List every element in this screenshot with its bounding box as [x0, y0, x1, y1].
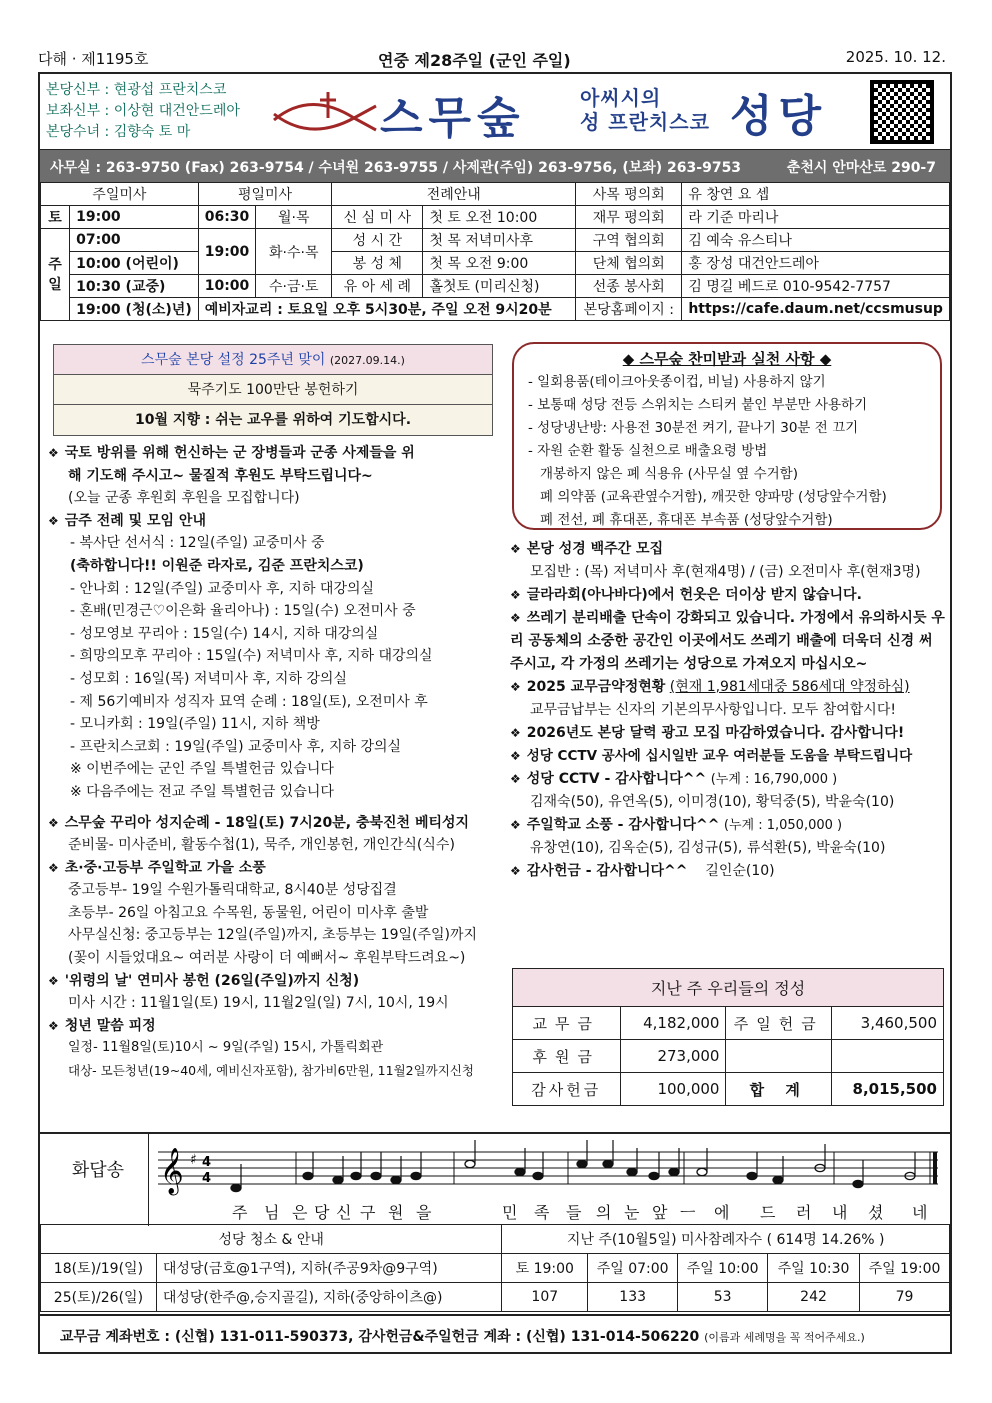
anniversary-title-row	[54, 345, 492, 375]
offering-label	[726, 1040, 832, 1073]
lyric-syllable: 은	[292, 1203, 308, 1222]
cleaning-attendance-table	[40, 1224, 950, 1312]
laudato-si-item: - 성당냉난방: 사용전 30분전 켜기, 끝나기 30분 전 끄기	[528, 420, 859, 436]
note-head	[669, 1168, 679, 1175]
laudato-si-box	[512, 342, 942, 530]
bible-study-detail: 모집반 : (목) 저녁미사 후(현재4명) / (금) 오전미사 후(현재3명)	[530, 564, 921, 580]
note-head	[465, 1160, 475, 1167]
offering-total-label: 합 계	[726, 1073, 832, 1106]
note-head	[747, 1172, 757, 1179]
thanks-line	[510, 860, 950, 883]
account-numbers: 교무금 계좌번호 : (신협) 131-011-590373, 감사헌금&주일헌금 계좌 : (신협) 131-014-506220	[60, 1329, 700, 1345]
events-title: ❖ 금주 전례 및 모임 안내	[48, 510, 498, 533]
offering-label: 교무금	[513, 1007, 621, 1040]
offering-value: 273,000	[620, 1040, 726, 1073]
event-item: - 희망의모후 꾸리아 : 15일(수) 저녁미사 후, 지하 대강의실	[70, 648, 433, 665]
thanks-donor: 길인순(10)	[705, 863, 775, 879]
offering-value: 100,000	[620, 1073, 726, 1106]
picnic-title: 주일학교 소풍 - 감사합니다^^	[526, 817, 720, 833]
note-head	[577, 1160, 587, 1167]
clergy-assistant: 보좌신부 : 이상현 대건안드레아	[46, 103, 240, 119]
cleaning-task: 대성당(한주@,승지골길), 지하(중앙하이츠@)	[156, 1283, 501, 1312]
lyric-syllable: 내	[832, 1203, 848, 1222]
attendance-mass: 주일 19:00	[860, 1254, 950, 1283]
liturgy-when: 첫 토 오전 10:00	[423, 206, 576, 229]
lyric-syllable: 민	[502, 1203, 518, 1222]
liturgy-name: 성 시 간	[332, 229, 423, 252]
psalm-score	[158, 1138, 948, 1200]
account-footer	[40, 1314, 950, 1354]
council-name: 선종 봉사회	[576, 275, 682, 298]
anniversary-title: 스무숲 본당 설정 25주년 맞이	[141, 352, 326, 368]
sunday-time: 07:00	[70, 229, 199, 252]
fish-cross-logo-icon	[270, 84, 390, 144]
left-notices	[48, 442, 498, 1083]
cctv-work-notice: ❖ 성당 CCTV 공사에 십시일반 교우 여러분들 도움을 부탁드립니다	[510, 745, 950, 768]
attendance-title: 지난 주(10월5일) 미사참례자수 ( 614명 14.26% )	[502, 1225, 950, 1254]
lyric-syllable: 족	[534, 1203, 550, 1222]
catechism-info: 예비자교리 : 토요일 오후 5시30분, 주일 오전 9시20분	[198, 298, 576, 321]
lyric-syllable: 들	[566, 1203, 582, 1222]
school-picnic-item: 중고등부- 19일 수원가톨릭대학교, 8시40분 성당집결	[68, 882, 397, 899]
laudato-si-item: 개봉하지 않은 폐 식용유 (사무실 옆 수거함)	[540, 466, 798, 482]
council-person: 김 예숙 유스티나	[682, 229, 950, 252]
note-head	[773, 1176, 783, 1183]
lyric-syllable: 구	[360, 1203, 376, 1222]
anniversary-box	[53, 344, 493, 436]
responsorial-psalm	[40, 1132, 950, 1224]
cleaning-title: 성당 청소 & 안내	[41, 1225, 502, 1254]
youth-retreat-item: 일정- 11월8일(토)10시 ~ 9일(주일) 15시, 가톨릭회관	[68, 1040, 384, 1056]
school-picnic-item: 초등부- 26일 아침고요 수목원, 동물원, 어린이 미사후 출발	[68, 904, 429, 921]
bible-study-title: ❖ 본당 성경 백주간 모집	[510, 538, 950, 561]
event-item: (축하합니다!! 이원준 라자로, 김준 프란치스코)	[70, 557, 364, 574]
military-notice-line: 해 기도해 주시고~ 물질적 후원도 부탁드립니다~	[68, 467, 373, 484]
lyric-syllable: 신	[336, 1203, 352, 1222]
laudato-si-title: ◆ 스무숲 찬미받과 실천 사항 ◆	[622, 350, 832, 368]
laudato-si-item: 폐 의약품 (교육관옆수거함), 깨끗한 양파망 (성당앞수거함)	[540, 489, 887, 505]
time-signature-bottom: 4	[202, 1171, 212, 1186]
parish-sub-line1: 아씨시의	[580, 86, 662, 110]
note-head	[333, 1176, 343, 1183]
bulletin-title: 연중 제28주일 (군인 주일)	[378, 51, 571, 70]
clothes-notice: ❖ 글라라회(아나바다)에서 헌옷은 더이상 받지 않습니다.	[510, 584, 950, 607]
picnic-line	[510, 814, 950, 837]
council-person: 김 명길 베드로 010-9542-7757	[682, 275, 950, 298]
sharp-icon: ♯	[190, 1152, 197, 1168]
cctv-total: (누계 : 16,790,000 )	[710, 772, 838, 787]
laudato-si-item: - 보통때 성당 전등 스위치는 스티커 붙인 부분만 사용하기	[528, 397, 868, 413]
lyric-syllable: 에	[714, 1203, 730, 1222]
event-item: ※ 다음주에는 전교 주일 특별헌금 있습니다	[70, 783, 334, 800]
note-head	[371, 1172, 381, 1179]
offering-value: 3,460,500	[832, 1007, 944, 1040]
event-item: - 혼배(민경근♡이은화 율리아나) : 15일(수) 오전미사 중	[70, 603, 416, 620]
event-item: - 모니카회 : 19일(주일) 11시, 지하 책방	[70, 716, 320, 733]
treble-clef-icon: 𝄞	[160, 1148, 184, 1194]
lyric-syllable: 님	[264, 1203, 280, 1222]
note-head	[351, 1172, 361, 1179]
cctv-title: 성당 CCTV - 감사합니다^^	[526, 771, 707, 787]
top-banner	[40, 74, 950, 150]
council-name: 사목 평의회	[576, 183, 682, 206]
event-item: - 제 56기예비자 성직자 묘역 순례 : 18일(토), 오전미사 후	[70, 693, 428, 710]
lyric-syllable: 주	[232, 1203, 248, 1222]
liturgy-when: 첫 목 저녁미사후	[423, 229, 576, 252]
office-contact-bar	[40, 150, 950, 182]
note-head	[391, 1176, 401, 1183]
note-head	[303, 1172, 313, 1179]
note-head	[411, 1172, 421, 1179]
school-picnic-title: ❖ 초·중·고등부 주일학교 가을 소풍	[48, 857, 498, 880]
weekday-days: 수·금·토	[256, 275, 332, 298]
cleaning-date: 18(토)/19(일)	[41, 1254, 157, 1283]
saturday-label: 토	[41, 206, 70, 229]
cleaning-date: 25(토)/26(일)	[41, 1283, 157, 1312]
lyric-syllable: 러	[796, 1203, 812, 1222]
lyric-syllable: 셨	[868, 1203, 884, 1222]
lyric-syllable: 눈	[624, 1203, 640, 1222]
event-item: - 안나회 : 12일(주일) 교중미사 후, 지하 대강의실	[70, 580, 375, 597]
pilgrimage-detail: 준비물- 미사준비, 활동수첩(1), 묵주, 개인봉헌, 개인간식(식수)	[68, 837, 455, 854]
bulletin-frame	[38, 72, 952, 1354]
pilgrimage-title: ❖ 스무숲 꾸리아 성지순례 - 18일(토) 7시20분, 충북진천 베티성지	[48, 812, 498, 835]
note-head	[533, 1172, 543, 1179]
school-picnic-item: (꽃이 시들었대요~ 여러분 사랑이 더 예뻐서~ 후원부탁드려요~)	[68, 950, 466, 967]
military-notice-sub: (오늘 군종 후원회 후원을 모집합니다)	[68, 490, 300, 507]
youth-retreat-item: 대상- 모든청년(19~40세, 예비신자포함), 참가비6만원, 11월2일까지신청	[68, 1063, 474, 1079]
cctv-donors: 김재숙(50), 유연옥(5), 이미경(10), 황덕중(5), 박윤숙(10)	[530, 794, 895, 810]
lyric-syllable: 앞	[652, 1203, 668, 1222]
thanks-title: 감사헌금 - 감사합니다^^	[526, 863, 688, 879]
note-head	[649, 1172, 659, 1179]
pledge-note: (현재 1,981세대중 586세대 약정하심)	[669, 679, 910, 695]
time-signature-top: 4	[202, 1155, 212, 1170]
sunday-mass-header: 주일미사	[41, 183, 199, 206]
event-item: ※ 이번주에는 군인 주일 특별헌금 있습니다	[70, 761, 334, 778]
liturgy-when: 첫 목 오전 9:00	[423, 252, 576, 275]
attendance-count: 107	[502, 1283, 588, 1312]
laudato-si-item: - 자원 순환 활동 실천으로 배출요령 방법	[528, 443, 768, 459]
all-souls-time: 미사 시간 : 11월1일(토) 19시, 11월2일(일) 7시, 10시, 19시	[68, 995, 449, 1012]
account-note: (이름과 세례명을 꼭 적어주세요.)	[704, 1331, 865, 1344]
anniversary-date: (2027.09.14.)	[329, 354, 405, 367]
psalm-label: 화답송	[71, 1160, 125, 1181]
offering-value: 4,182,000	[620, 1007, 726, 1040]
sunday-label	[41, 229, 70, 321]
lyric-syllable: 의	[596, 1203, 612, 1222]
liturgy-when: 홀첫토 (미리신청)	[423, 275, 576, 298]
picnic-total: (누계 : 1,050,000 )	[723, 818, 843, 833]
weekday-mass-header: 평일미사	[198, 183, 332, 206]
office-phones: 사무실 : 263-9750 (Fax) 263-9754 / 수녀원 263-9755 / 사제관(주임) 263-9756, (보좌) 263-9753	[50, 160, 742, 176]
cleaning-task: 대성당(금호@1구역), 지하(주공9차@9구역)	[156, 1254, 501, 1283]
lyric-syllable: 드	[760, 1203, 776, 1222]
liturgy-name: 신 심 미 사	[332, 206, 423, 229]
offering-label: 감사헌금	[513, 1073, 621, 1106]
pledge-title: 2025 교무금약정현황	[526, 679, 666, 695]
note-head	[697, 1168, 707, 1175]
parish-name-sub	[580, 86, 710, 134]
liturgy-name: 봉 성 체	[332, 252, 423, 275]
offering-value	[832, 1040, 944, 1073]
note-head	[231, 1184, 241, 1191]
laudato-si-item: 폐 전선, 폐 휴대폰, 휴대폰 부속품 (성당앞수거함)	[540, 512, 833, 528]
anniversary-prayer: 묵주기도 100만단 봉헌하기	[54, 375, 492, 405]
attendance-mass: 주일 10:00	[678, 1254, 768, 1283]
attendance-mass: 토 19:00	[502, 1254, 588, 1283]
lyric-syllable: 당	[314, 1203, 330, 1222]
parish-name-right: 성당	[730, 91, 828, 142]
clergy-list	[46, 80, 240, 143]
offering-total-value: 8,015,500	[832, 1073, 944, 1106]
lyric-syllable: 을	[416, 1203, 432, 1222]
liturgy-header: 전례안내	[332, 183, 576, 206]
event-item: - 성모영보 꾸리아 : 15일(수) 14시, 지하 대강의실	[70, 625, 379, 642]
offering-title: 지난 주 우리들의 정성	[513, 969, 944, 1007]
saturday-time: 19:00	[70, 206, 199, 229]
military-notice-line: ❖ 국토 방위를 위해 헌신하는 군 장병들과 군종 사제들을 위	[48, 442, 498, 465]
office-address: 춘천시 안마산로 290-7	[786, 160, 936, 176]
trash-notice: ❖ 쓰레기 분리배출 단속이 강화되고 있습니다. 가정에서 유의하시듯 우리 공동체의 소중한 공간인 이곳에서도 쓰레기 배출에 더욱더 신경 써 주시고, 각 가정의 쓰레기는 성당으로 가져오지 마십시오~	[510, 607, 950, 676]
school-picnic-item: 사무실신청: 중고등부는 12일(주일)까지, 초등부는 19일(주일)까지	[68, 927, 478, 944]
lyric-syllable: 네	[912, 1203, 928, 1222]
sunday-time: 19:00 (청(소)년)	[70, 298, 199, 321]
issue-number: 다해 · 제1195호	[38, 50, 149, 68]
attendance-count: 79	[860, 1283, 950, 1312]
cctv-line	[510, 768, 950, 791]
lyric-syllable: ㅡ	[680, 1203, 696, 1222]
weekday-time: 19:00	[198, 229, 256, 275]
weekday-time: 10:00	[198, 275, 256, 298]
homepage-link[interactable]: https://cafe.daum.net/ccsmusup	[682, 298, 950, 321]
council-name: 구역 협의회	[576, 229, 682, 252]
pledge-sub: 교무금납부는 신자의 기본의무사항입니다. 모두 참여합시다!	[530, 702, 896, 718]
parish-name-left: 스무숲	[380, 93, 526, 144]
note-head	[853, 1180, 863, 1187]
council-person: 유 창연 요 셉	[682, 183, 950, 206]
monthly-intention: 10월 지향 : 쉬는 교우를 위하여 기도합시다.	[54, 405, 492, 435]
picnic-donors: 유창연(10), 김옥순(5), 김성규(5), 류석환(5), 박윤숙(10)	[530, 840, 886, 856]
council-name: 단체 협의회	[576, 252, 682, 275]
council-person: 홍 장성 대건안드레아	[682, 252, 950, 275]
laudato-si-item: - 일회용품(테이크아웃종이컵, 비닐) 사용하지 않기	[528, 374, 826, 390]
psalm-divider	[148, 1134, 149, 1226]
attendance-mass: 주일 07:00	[588, 1254, 678, 1283]
event-item: - 성모회 : 16일(목) 저녁미사 후, 지하 강의실	[70, 670, 347, 687]
attendance-mass: 주일 10:30	[768, 1254, 860, 1283]
pledge-line	[510, 676, 950, 699]
all-souls-title: ❖ '위령의 날' 연미사 봉헌 (26일(주일)까지 신청)	[48, 970, 498, 993]
attendance-count: 242	[768, 1283, 860, 1312]
offering-table	[512, 968, 944, 1106]
sunday-time: 10:30 (교중)	[70, 275, 199, 298]
bulletin-header	[38, 44, 952, 72]
weekday-time: 06:30	[198, 206, 256, 229]
attendance-count: 53	[678, 1283, 768, 1312]
qr-code-icon[interactable]	[870, 80, 934, 144]
homepage-label: 본당홈페이지 :	[576, 298, 682, 321]
event-item: - 복사단 선서식 : 12일(주일) 교중미사 중	[70, 535, 325, 552]
clergy-sister: 본당수녀 : 김향숙 토 마	[46, 124, 191, 140]
weekday-days: 화·수·목	[256, 229, 332, 275]
note-head	[603, 1160, 613, 1167]
liturgy-name: 유 아 세 례	[332, 275, 423, 298]
bulletin-date: 2025. 10. 12.	[845, 48, 946, 66]
right-notices	[510, 538, 950, 883]
council-person: 라 기준 마리나	[682, 206, 950, 229]
youth-retreat-title: ❖ 청년 말씀 피정	[48, 1015, 498, 1038]
note-head	[627, 1168, 637, 1175]
offering-label: 주일헌금	[726, 1007, 832, 1040]
lyric-syllable: 원	[388, 1203, 404, 1222]
schedule-table	[40, 182, 950, 321]
parish-sub-line2: 성 프란치스코	[580, 110, 710, 134]
council-name: 재무 평의회	[576, 206, 682, 229]
attendance-count: 133	[588, 1283, 678, 1312]
clergy-pastor: 본당신부 : 현광섭 프란치스코	[46, 82, 227, 98]
offering-label: 후원금	[513, 1040, 621, 1073]
sunday-time: 10:00 (어린이)	[70, 252, 199, 275]
calendar-notice: ❖ 2026년도 본당 달력 광고 모집 마감하였습니다. 감사합니다!	[510, 722, 950, 745]
event-item: - 프란치스코회 : 19일(주일) 교중미사 후, 지하 강의실	[70, 738, 402, 755]
note-head	[515, 1168, 525, 1175]
weekday-days: 월·목	[256, 206, 332, 229]
sunday-label-text: 주일	[48, 256, 62, 293]
